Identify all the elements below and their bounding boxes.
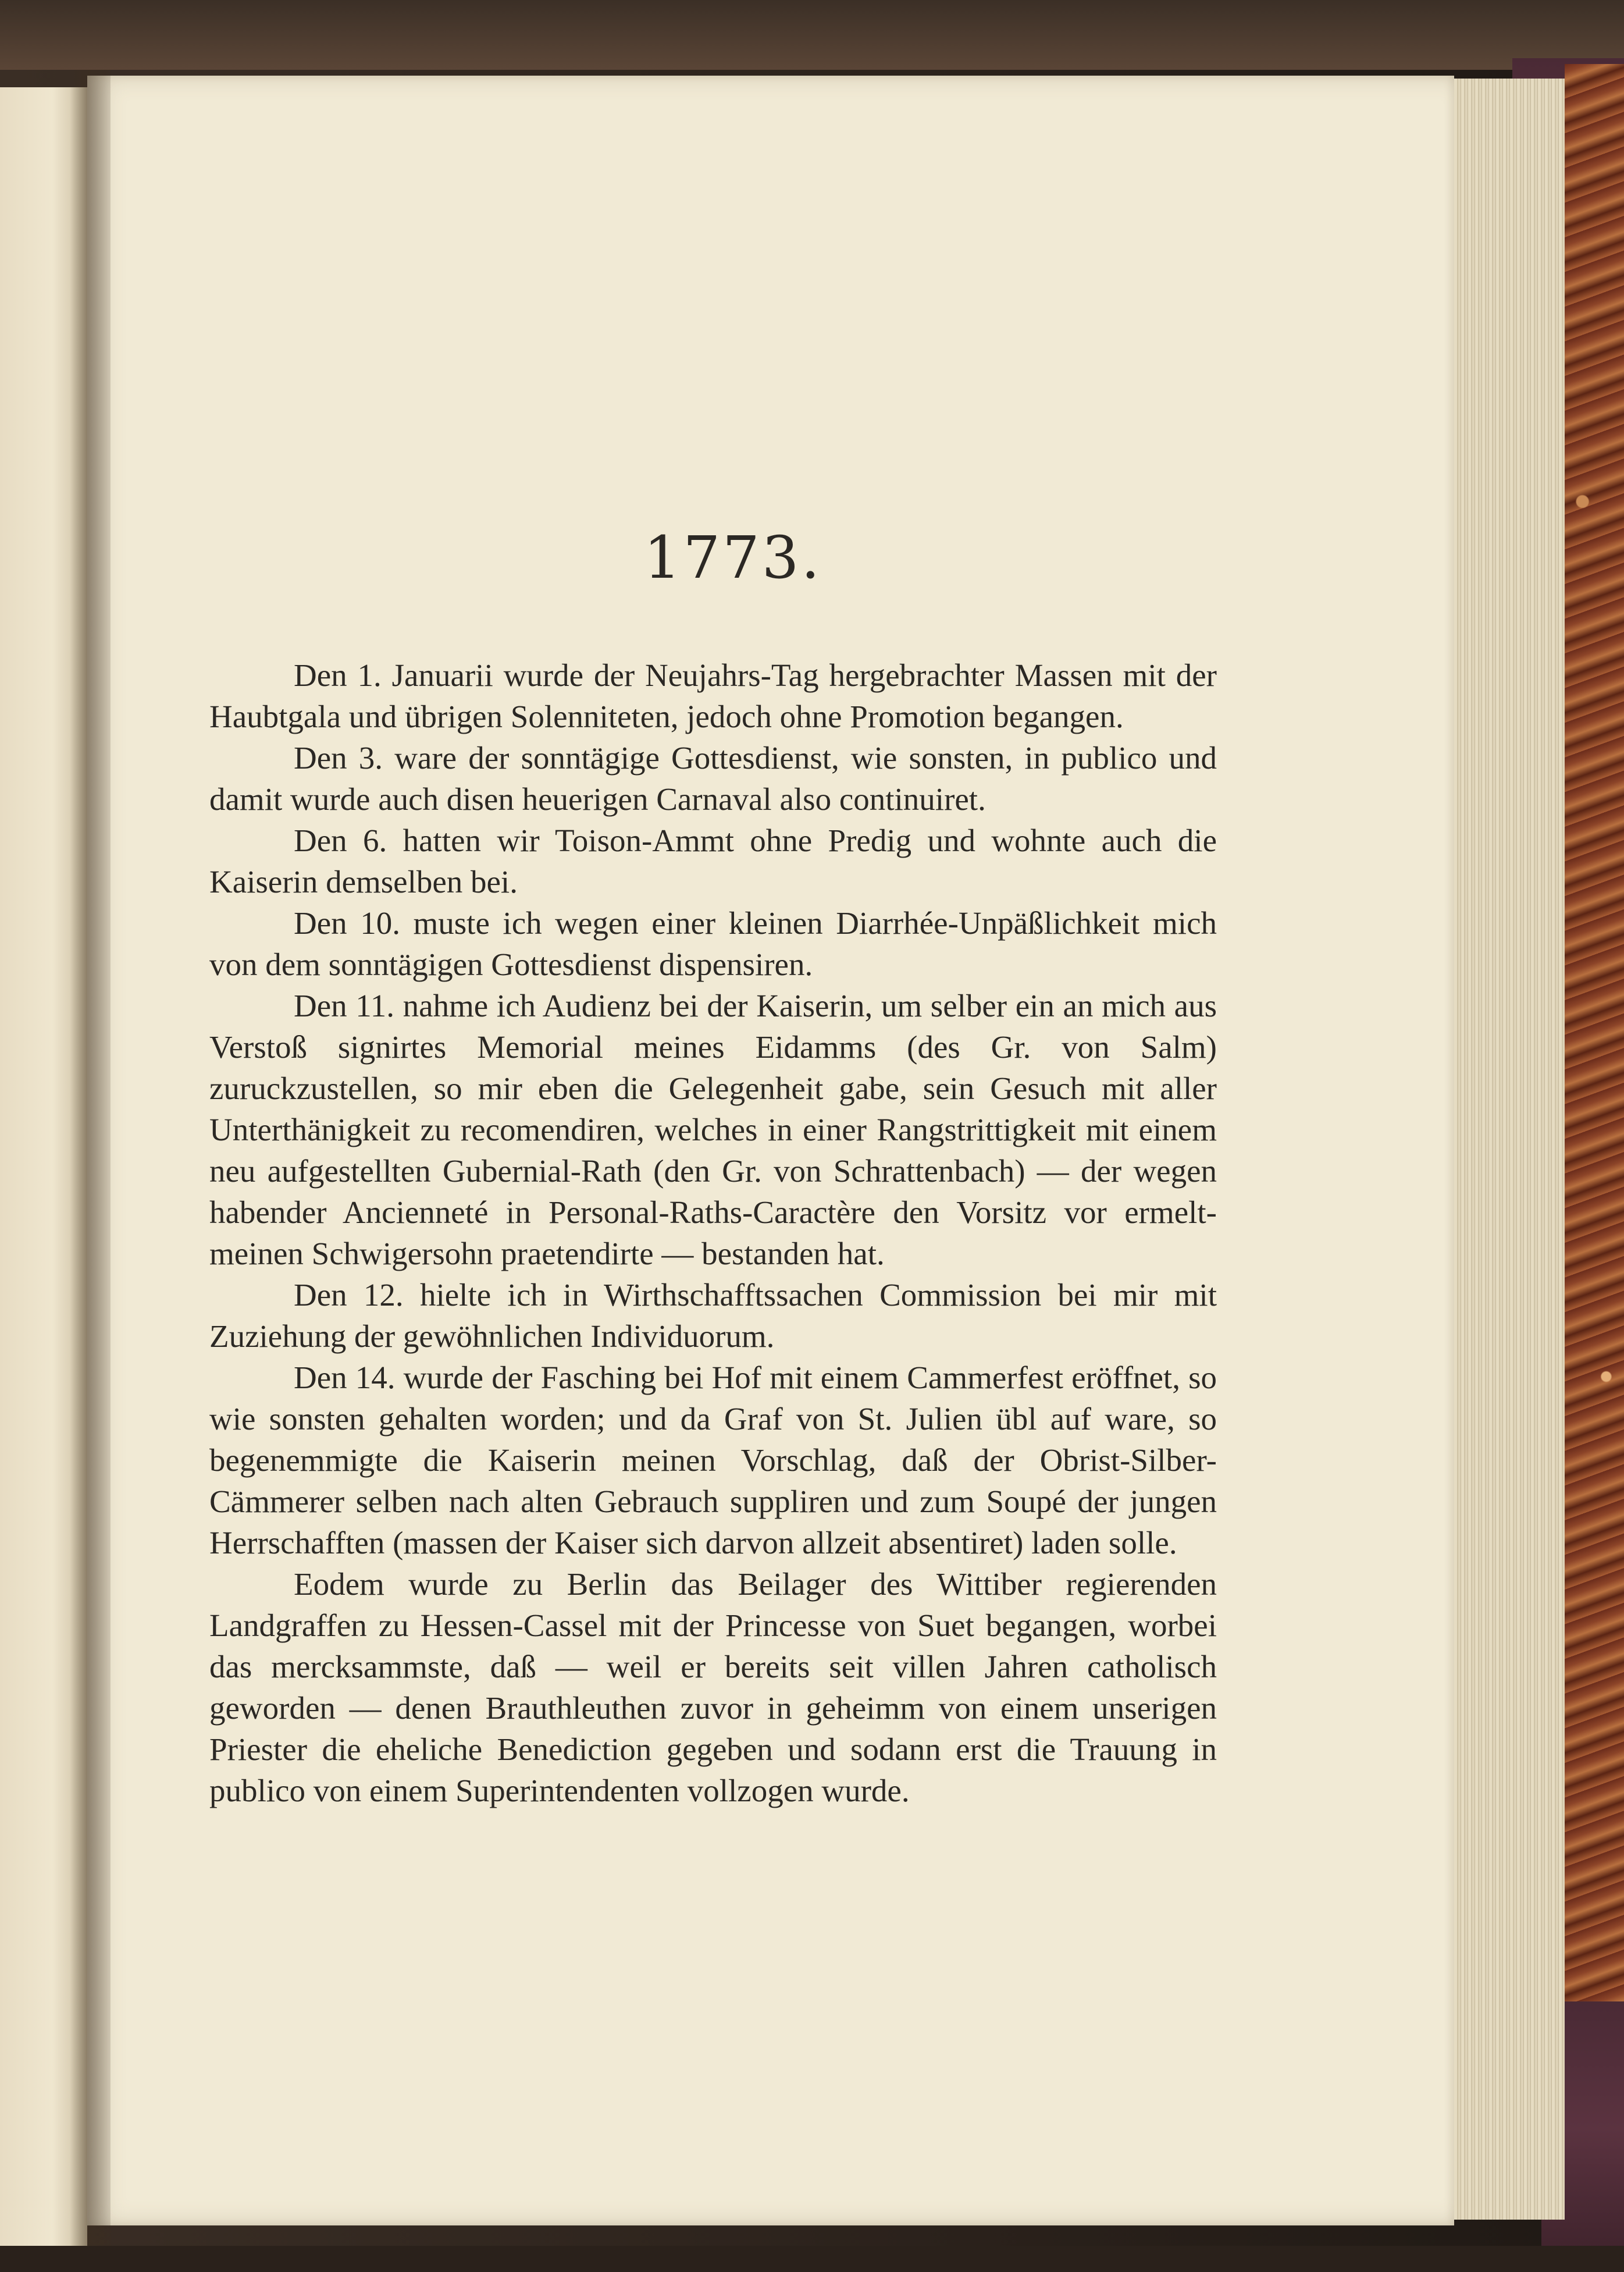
diary-entry: Den 10. muste ich wegen einer kleinen Diarrhée-Unpäßlichkeit mich von dem sonntägigen Gottesdienst dispensiren.: [209, 905, 1217, 982]
diary-entries: [209, 655, 1217, 1811]
page-edge-stack: [1454, 79, 1565, 2220]
diary-entry: Den 3. ware der sonntägige Gottesdienst, wie sonsten, in publico und damit wurde auch disen heuerigen Carnaval also continuiret.: [209, 740, 1217, 817]
diary-entry: Den 11. nahme ich Audienz bei der Kaiserin, um selber ein an mich aus Verstoß signirtes Memorial meines Eidamms (des Gr. von Salm) zuruckzustellen, so mir eben die Gelegenheit gabe, sein Gesuch mit aller Unterthänigkeit zu recomendiren, welches in einer Rangstrittigkeit mit einem neu aufgestellten Gubernial-Rath (den Gr. von Schrattenbach) — der wegen habender Ancienneté in Personal-Raths-Caractère den Vorsitz vor ermelt- meinen Schwigersohn praetendirte — bestanden hat.: [209, 988, 1217, 1271]
marbled-cover: [1565, 64, 1624, 2252]
top-binding-edge: [0, 0, 1624, 70]
diary-entry: Den 12. hielte ich in Wirthschafftssachen Commission bei mir mit Zuziehung der gewöhnlichen Individuorum.: [209, 1277, 1217, 1354]
year-heading: 1773.: [643, 524, 822, 592]
diary-entry: Den 1. Januarii wurde der Neujahrs-Tag hergebrachter Massen mit der Haubtgala und übrigen Solenniteten, jedoch ohne Promotion begangen.: [209, 657, 1217, 734]
diary-entry: Eodem wurde zu Berlin das Beilager des Wittiber regierenden Landgraffen zu Hessen-Cassel mit der Princesse von Suet begangen, worbei das mercksammste, daß — weil er bereits seit villen Jahren catholisch geworden — denen Brauthleuthen zuvor in geheimm von einem unserigen Priester die eheliche Benediction gegeben und sodann erst die Trauung in publico von einem Superintendenten vollzogen wurde.: [209, 1566, 1217, 1808]
diary-entry: Den 6. hatten wir Toison-Ammt ohne Predig und wohnte auch die Kaiserin demselben bei.: [209, 823, 1217, 899]
bottom-edge: [0, 2246, 1624, 2272]
gutter-shadow: [70, 70, 111, 2257]
diary-entry: Den 14. wurde der Fasching bei Hof mit einem Cammerfest eröffnet, so wie sonsten gehalten worden; und da Graf von St. Julien übl auf ware, so begenemmigte die Kaiserin meinen Vorschlag, daß der Obrist-Silber-Cämmerer selben nach alten Gebrauch suppliren und zum Soupé der jungen Herrschafften (massen der Kaiser sich darvon allzeit absentiret) laden solle.: [209, 1360, 1217, 1560]
